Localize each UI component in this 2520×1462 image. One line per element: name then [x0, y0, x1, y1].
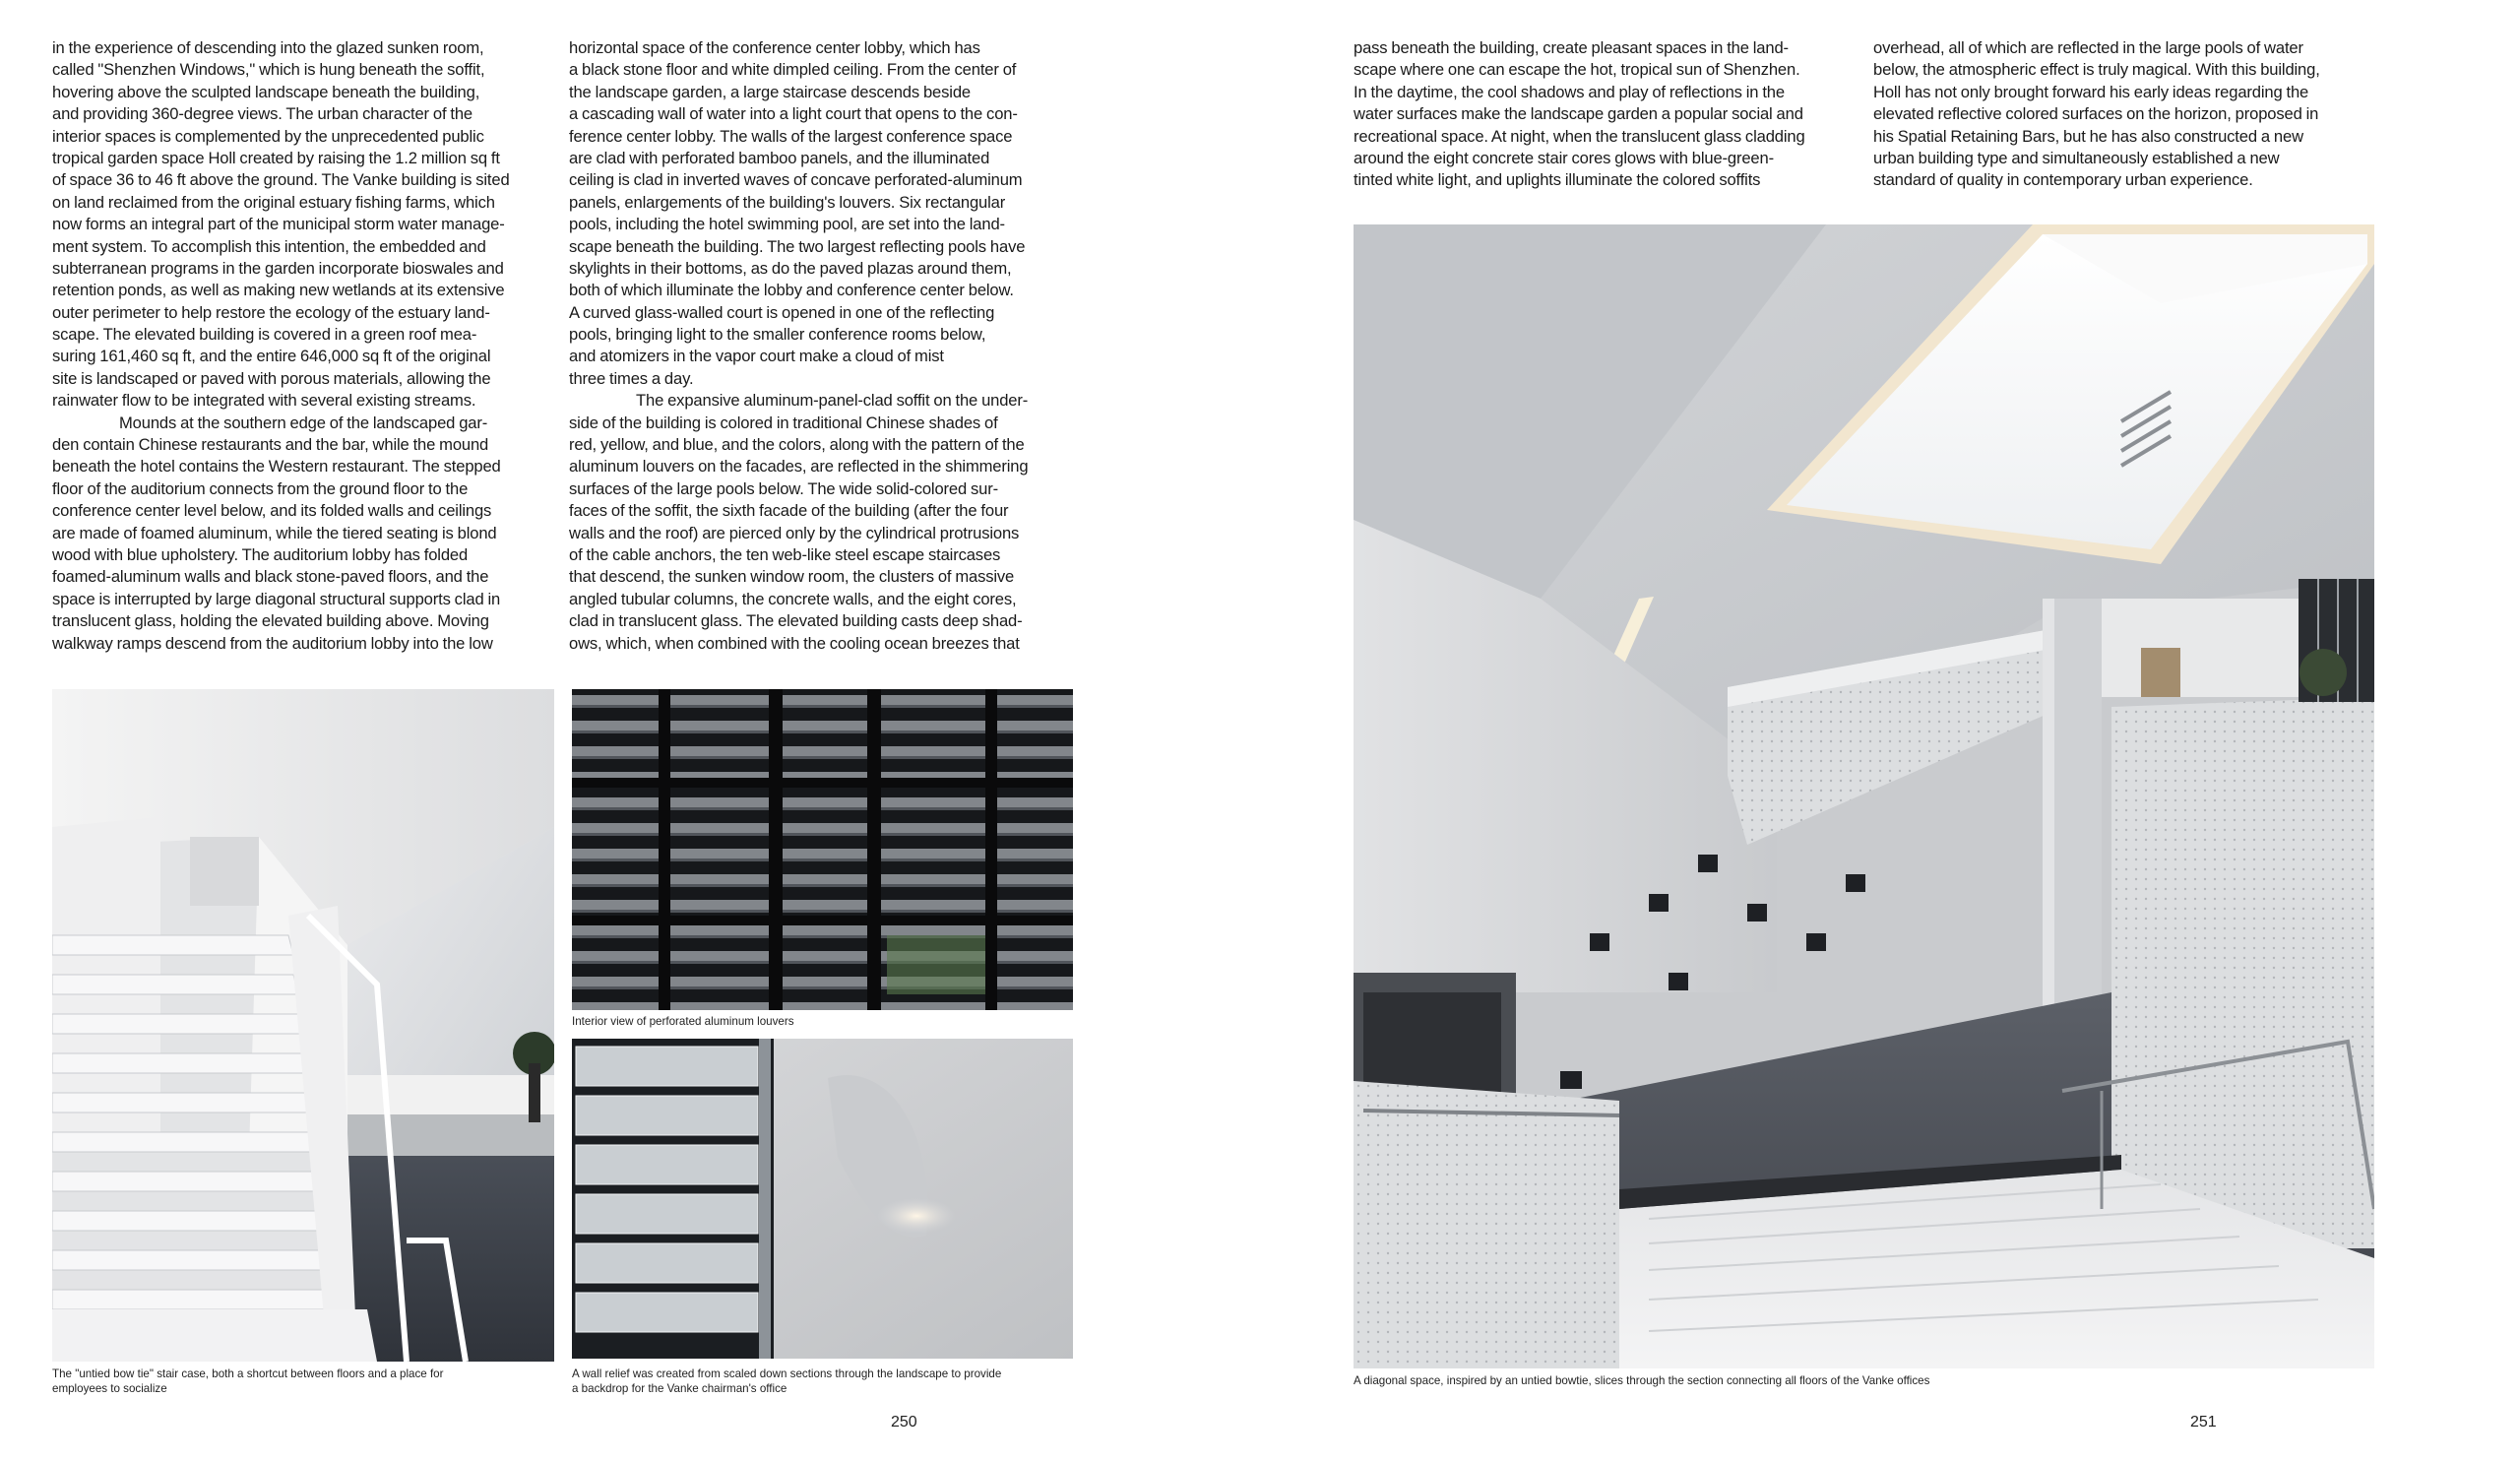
text-line: In the daytime, the cool shadows and play of reflections in the: [1354, 82, 1785, 101]
text-line: scape. The elevated building is covered in a green roof mea-: [52, 325, 477, 345]
text-line: side of the building is colored in traditional Chinese shades of: [569, 413, 998, 432]
text-line: wood with blue upholstery. The auditorium lobby has folded: [52, 544, 469, 564]
left-page-column-2: [569, 37, 1075, 655]
text-line: scape beneath the building. The two largest reflecting pools have: [569, 236, 1026, 256]
text-line: faces of the soffit, the sixth facade of the building (after the four: [569, 501, 1009, 521]
text-line: conference center level below, and its folded walls and ceilings: [52, 501, 492, 521]
text-line: translucent glass, holding the elevated building above. Moving: [52, 611, 489, 631]
text-line: recreational space. At night, when the translucent glass cladding: [1354, 126, 1805, 146]
text-line: horizontal space of the conference center lobby, which has: [569, 38, 980, 57]
text-line: clad in translucent glass. The elevated building casts deep shad-: [569, 611, 1023, 631]
text-line: tinted white light, and uplights illuminate the colored soffits: [1354, 170, 1761, 190]
left-page-column-1: [52, 37, 556, 655]
text-line: den contain Chinese restaurants and the bar, while the mound: [52, 435, 489, 455]
text-line: water surfaces make the landscape garden a popular social and: [1354, 104, 1803, 124]
right-page-column-1: [1354, 37, 1858, 192]
text-line: ceiling is clad in inverted waves of concave perforated-aluminum: [569, 170, 1023, 190]
text-line: his Spatial Retaining Bars, but he has also constructed a new: [1873, 126, 2303, 146]
text-line: are clad with perforated bamboo panels, and the illuminated: [569, 148, 990, 167]
text-line: ference center lobby. The walls of the largest conference space: [569, 126, 1013, 146]
text-line: on land reclaimed from the original estuary fishing farms, which: [52, 192, 495, 212]
text-line: and atomizers in the vapor court make a cloud of mist: [569, 347, 944, 366]
caption-line: A wall relief was created from scaled down sections through the landscape to provide: [572, 1367, 1002, 1380]
text-line: floor of the auditorium connects from the ground floor to the: [52, 478, 469, 498]
text-line: that descend, the sunken window room, the clusters of massive: [569, 567, 1015, 587]
caption-line: Interior view of perforated aluminum louvers: [572, 1015, 794, 1028]
text-line: a black stone floor and white dimpled ceiling. From the center of: [569, 60, 1017, 80]
wall-relief-photo-caption: [572, 1367, 1001, 1396]
text-line: walls and the roof) are pierced only by the cylindrical protrusions: [569, 523, 1020, 542]
text-line: pools, bringing light to the smaller conference rooms below,: [569, 325, 986, 345]
text-line: the landscape garden, a large staircase descends beside: [569, 82, 971, 101]
text-line: pass beneath the building, create pleasant spaces in the land-: [1354, 38, 1789, 57]
stair-photo-caption: [52, 1367, 444, 1396]
stair-photo: [52, 689, 554, 1362]
text-line: in the experience of descending into the glazed sunken room,: [52, 38, 484, 57]
text-line: of the cable anchors, the ten web-like steel escape staircases: [569, 544, 1001, 564]
text-line: around the eight concrete stair cores glows with blue-green-: [1354, 148, 1774, 167]
text-line: A curved glass-walled court is opened in one of the reflecting: [569, 302, 995, 322]
text-line: panels, enlargements of the building's louvers. Six rectangular: [569, 192, 1006, 212]
text-line: called "Shenzhen Windows," which is hung beneath the soffit,: [52, 60, 485, 80]
text-line: foamed-aluminum walls and black stone-paved floors, and the: [52, 567, 489, 587]
atrium-photo: [1354, 224, 2374, 1368]
louvers-photo-caption: [572, 1014, 794, 1029]
atrium-photo-caption: [1354, 1373, 1929, 1388]
text-line: and providing 360-degree views. The urban character of the: [52, 104, 473, 124]
text-line: rainwater flow to be integrated with several existing streams.: [52, 391, 476, 411]
text-line: elevated reflective colored surfaces on the horizon, proposed in: [1873, 104, 2319, 124]
right-page-column-2: [1873, 37, 2385, 192]
text-line: outer perimeter to help restore the ecology of the estuary land-: [52, 302, 490, 322]
text-line: below, the atmospheric effect is truly magical. With this building,: [1873, 60, 2320, 80]
text-line: ment system. To accomplish this intention, the embedded and: [52, 236, 486, 256]
text-line: Mounds at the southern edge of the landscaped gar-: [119, 413, 488, 432]
text-line: aluminum louvers on the facades, are reflected in the shimmering: [569, 457, 1029, 477]
text-line: hovering above the sculpted landscape beneath the building,: [52, 82, 480, 101]
text-line: standard of quality in contemporary urban experience.: [1873, 170, 2253, 190]
text-line: ows, which, when combined with the cooling ocean breezes that: [569, 633, 1020, 653]
caption-line: The "untied bow tie" stair case, both a shortcut between floors and a place for: [52, 1367, 444, 1380]
text-line: of space 36 to 46 ft above the ground. The Vanke building is sited: [52, 170, 510, 190]
caption-line: employees to socialize: [52, 1382, 167, 1395]
left-page-number: 250: [891, 1414, 917, 1430]
text-line: interior spaces is complemented by the unprecedented public: [52, 126, 484, 146]
text-line: red, yellow, and blue, and the colors, along with the pattern of the: [569, 435, 1025, 455]
text-line: surfaces of the large pools below. The wide solid-colored sur-: [569, 478, 999, 498]
text-line: The expansive aluminum-panel-clad soffit on the under-: [636, 391, 1029, 411]
caption-line: A diagonal space, inspired by an untied bowtie, slices through the section connecting all floors of the Vanke offices: [1354, 1374, 1930, 1387]
text-line: tropical garden space Holl created by raising the 1.2 million sq ft: [52, 148, 500, 167]
text-line: angled tubular columns, the concrete walls, and the eight cores,: [569, 589, 1017, 608]
text-line: both of which illuminate the lobby and conference center below.: [569, 281, 1014, 300]
text-line: beneath the hotel contains the Western restaurant. The stepped: [52, 457, 501, 477]
text-line: now forms an integral part of the municipal storm water manage-: [52, 215, 505, 234]
text-line: pools, including the hotel swimming pool, are set into the land-: [569, 215, 1005, 234]
text-line: suring 161,460 sq ft, and the entire 646,000 sq ft of the original: [52, 347, 491, 366]
louvers-photo: [572, 689, 1073, 1010]
caption-line: a backdrop for the Vanke chairman's office: [572, 1382, 788, 1395]
text-line: overhead, all of which are reflected in the large pools of water: [1873, 38, 2303, 57]
right-page-number: 251: [2190, 1414, 2217, 1430]
text-line: space is interrupted by large diagonal structural supports clad in: [52, 589, 501, 608]
text-line: a cascading wall of water into a light court that opens to the con-: [569, 104, 1018, 124]
text-line: site is landscaped or paved with porous materials, allowing the: [52, 368, 491, 388]
wall-relief-photo: [572, 1039, 1073, 1359]
text-line: retention ponds, as well as making new wetlands at its extensive: [52, 281, 505, 300]
text-line: Holl has not only brought forward his early ideas regarding the: [1873, 82, 2309, 101]
text-line: walkway ramps descend from the auditorium lobby into the low: [52, 633, 493, 653]
text-line: subterranean programs in the garden incorporate bioswales and: [52, 258, 504, 278]
text-line: three times a day.: [569, 368, 694, 388]
text-line: urban building type and simultaneously established a new: [1873, 148, 2280, 167]
text-line: are made of foamed aluminum, while the tiered seating is blond: [52, 523, 497, 542]
text-line: skylights in their bottoms, as do the paved plazas around them,: [569, 258, 1012, 278]
text-line: scape where one can escape the hot, tropical sun of Shenzhen.: [1354, 60, 1800, 80]
